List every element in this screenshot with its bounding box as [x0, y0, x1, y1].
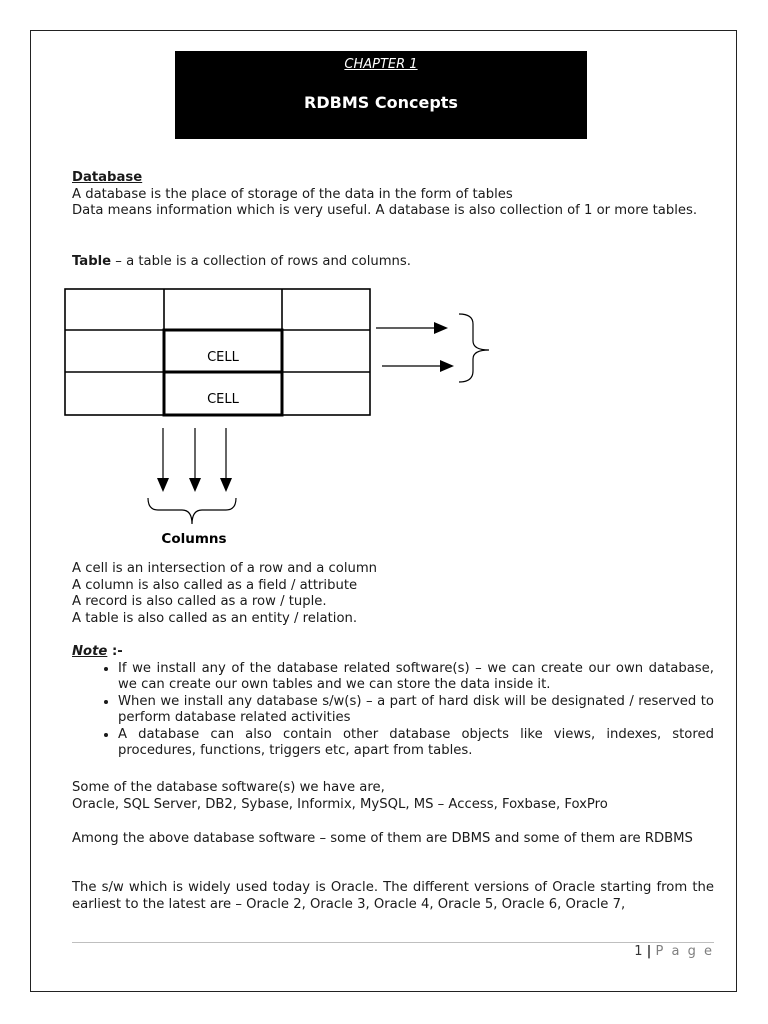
database-line-1: A database is the place of storage of the data in the form of tables [72, 186, 513, 202]
cell-label-1: CELL [207, 350, 239, 365]
chapter-label: CHAPTER 1 [344, 57, 418, 72]
definitions-list [72, 561, 714, 627]
chapter-title: RDBMS Concepts [304, 93, 458, 112]
definition-line: A cell is an intersection of a row and a column [72, 561, 378, 576]
page-footer [634, 944, 714, 959]
column-arrow-head-1 [157, 478, 169, 492]
note-bullet-list [72, 661, 714, 760]
note-section [72, 644, 714, 760]
page-number: 1 [634, 944, 643, 959]
note-bullet: • If we install any of the database related software(s) – we can create our own database, we can create our own tables and we can store the data inside it. [118, 661, 714, 694]
table-definition-text: – a table is a collection of rows and columns. [111, 254, 411, 269]
page-word: P a g e [655, 944, 714, 959]
columns-brace-icon [148, 498, 236, 524]
among-paragraph: Among the above database software – some of them are DBMS and some of them are RDBMS [72, 831, 693, 846]
definition-line: A table is also called as an entity / relation. [72, 610, 358, 626]
footer-separator: | [646, 944, 652, 959]
database-line-2: Data means information which is very useful. A database is also collection of 1 or more tables. [72, 203, 698, 218]
row-arrow-head-2 [440, 360, 454, 372]
note-bullet: • A database can also contain other database objects like views, indexes, stored procedures, functions, triggers etc, apart from tables. [118, 727, 714, 760]
rows-brace-icon [459, 314, 489, 382]
columns-label: Columns [161, 531, 227, 547]
note-suffix: :- [107, 644, 123, 659]
row-arrow-head-1 [434, 322, 448, 334]
table-term: Table [72, 254, 112, 269]
software-list: Oracle, SQL Server, DB2, Sybase, Informix, MySQL, MS – Access, Foxbase, FoxPro [72, 796, 608, 812]
column-arrows [163, 428, 226, 478]
oracle-paragraph: The s/w which is widely used today is Oracle. The different versions of Oracle starting from the earliest to the latest are – Oracle 2, Oracle 3, Oracle 4, Oracle 5, Oracle 6, Oracle 7, [72, 880, 714, 912]
software-intro: Some of the database software(s) we have are, [72, 780, 385, 795]
note-heading [72, 644, 714, 661]
definition-line: A record is also called as a row / tuple. [72, 594, 327, 609]
note-label: Note [72, 644, 108, 659]
row-arrows [376, 328, 440, 366]
software-section [72, 780, 714, 813]
cell-label-2: CELL [207, 392, 239, 407]
column-arrow-head-3 [220, 478, 232, 492]
database-heading: Database [72, 170, 143, 185]
footer-rule [72, 942, 714, 943]
column-arrow-head-2 [189, 478, 201, 492]
definition-line: A column is also called as a field / attribute [72, 577, 358, 593]
note-bullet: • When we install any database s/w(s) – a part of hard disk will be designated / reserved to perform database related activities [118, 694, 714, 727]
